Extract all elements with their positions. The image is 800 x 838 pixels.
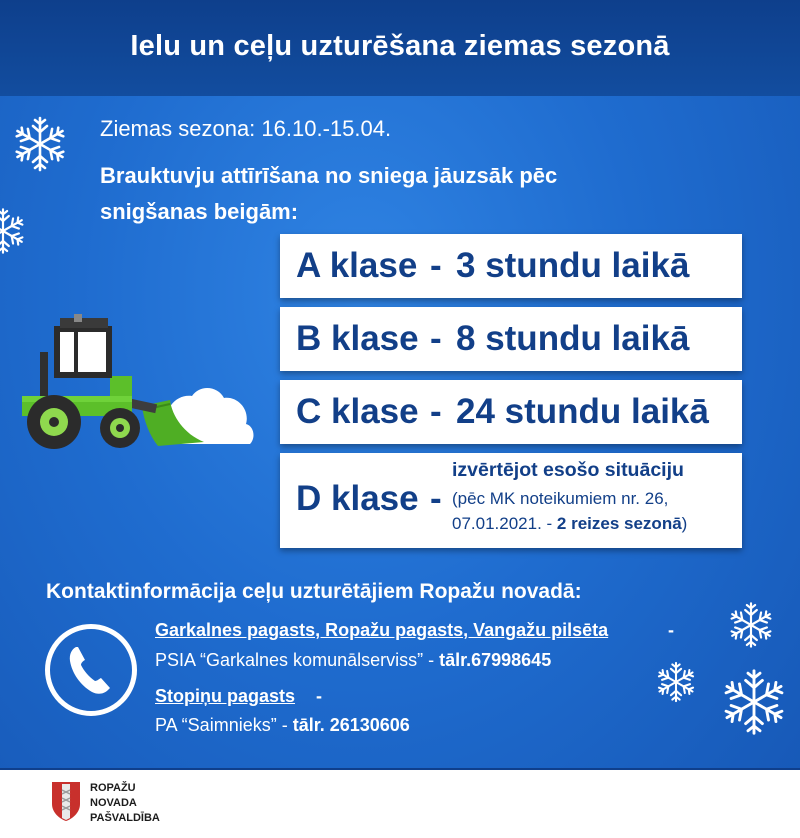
class-d-headline: izvērtējot esošo situāciju bbox=[452, 459, 684, 481]
season-dates: Ziemas sezona: 16.10.-15.04. bbox=[100, 116, 392, 141]
snowflake-icon bbox=[654, 660, 698, 704]
class-c-dash: - bbox=[430, 392, 442, 431]
snowflake-icon bbox=[10, 114, 70, 174]
contact-org-2-name: PA “Saimnieks” - bbox=[155, 715, 293, 735]
class-b-box bbox=[280, 307, 742, 371]
class-c-box bbox=[280, 380, 742, 444]
footer bbox=[0, 768, 800, 838]
contact-area-1-dash: - bbox=[668, 620, 674, 640]
class-d-detail-2 bbox=[452, 514, 687, 534]
logo-line-3: PAŠVALDĪBA bbox=[90, 812, 160, 824]
contact-phone-1: tālr.67998645 bbox=[439, 650, 552, 670]
class-d-detail-2-suffix: ) bbox=[681, 514, 688, 533]
class-c-name: C klase bbox=[296, 392, 419, 431]
class-c-time: 24 stundu laikā bbox=[456, 392, 709, 431]
clearing-instruction: Brauktuvju attīrīšana no sniega jāuzsāk pēc snigšanas beigām: bbox=[100, 163, 558, 224]
class-b-time: 8 stundu laikā bbox=[456, 319, 690, 358]
contact-org-1-name: PSIA “Garkalnes komunālserviss” - bbox=[155, 650, 440, 670]
snowflake-icon bbox=[0, 206, 28, 256]
class-a-name: A klase bbox=[296, 246, 418, 285]
snowflake-icon bbox=[718, 666, 790, 738]
class-d-detail-2-bold: 2 reizes sezonā bbox=[556, 514, 682, 533]
contact-org-1 bbox=[155, 650, 551, 671]
class-d-dash: - bbox=[430, 479, 442, 518]
contact-phone-2: tālr. 26130606 bbox=[292, 715, 410, 735]
class-d-detail-2-prefix: 07.01.2021. - bbox=[452, 514, 557, 533]
contact-area-2-link[interactable]: Stopiņu pagasts bbox=[155, 686, 296, 706]
class-d-box bbox=[280, 453, 742, 548]
class-d-name: D klase bbox=[296, 479, 419, 518]
class-b-dash: - bbox=[430, 319, 442, 358]
contact-area-1-link[interactable]: Garkalnes pagasts, Ropažu pagasts, Vangažu pilsēta bbox=[155, 620, 609, 640]
class-a-time: 3 stundu laikā bbox=[456, 246, 690, 285]
shield-logo-icon bbox=[50, 780, 82, 822]
contact-heading: Kontaktinformācija ceļu uzturētājiem Ropažu novadā: bbox=[46, 580, 582, 603]
contact-area-2-dash: - bbox=[316, 686, 322, 706]
class-a-box bbox=[280, 234, 742, 298]
class-d-detail-1: (pēc MK noteikumiem nr. 26, bbox=[452, 489, 669, 508]
logo-line-2: NOVADA bbox=[90, 797, 137, 809]
contact-org-2 bbox=[155, 715, 410, 736]
phone-icon bbox=[45, 624, 137, 716]
snowflake-icon bbox=[726, 600, 776, 650]
page-title: Ielu un ceļu uzturēšana ziemas sezonā bbox=[130, 30, 670, 62]
class-b-name: B klase bbox=[296, 319, 419, 358]
header-band bbox=[0, 0, 800, 96]
logo-text bbox=[90, 781, 210, 826]
class-a-dash: - bbox=[430, 246, 442, 285]
tractor-icon bbox=[14, 312, 259, 452]
logo-line-1: ROPAŽU bbox=[90, 782, 136, 794]
